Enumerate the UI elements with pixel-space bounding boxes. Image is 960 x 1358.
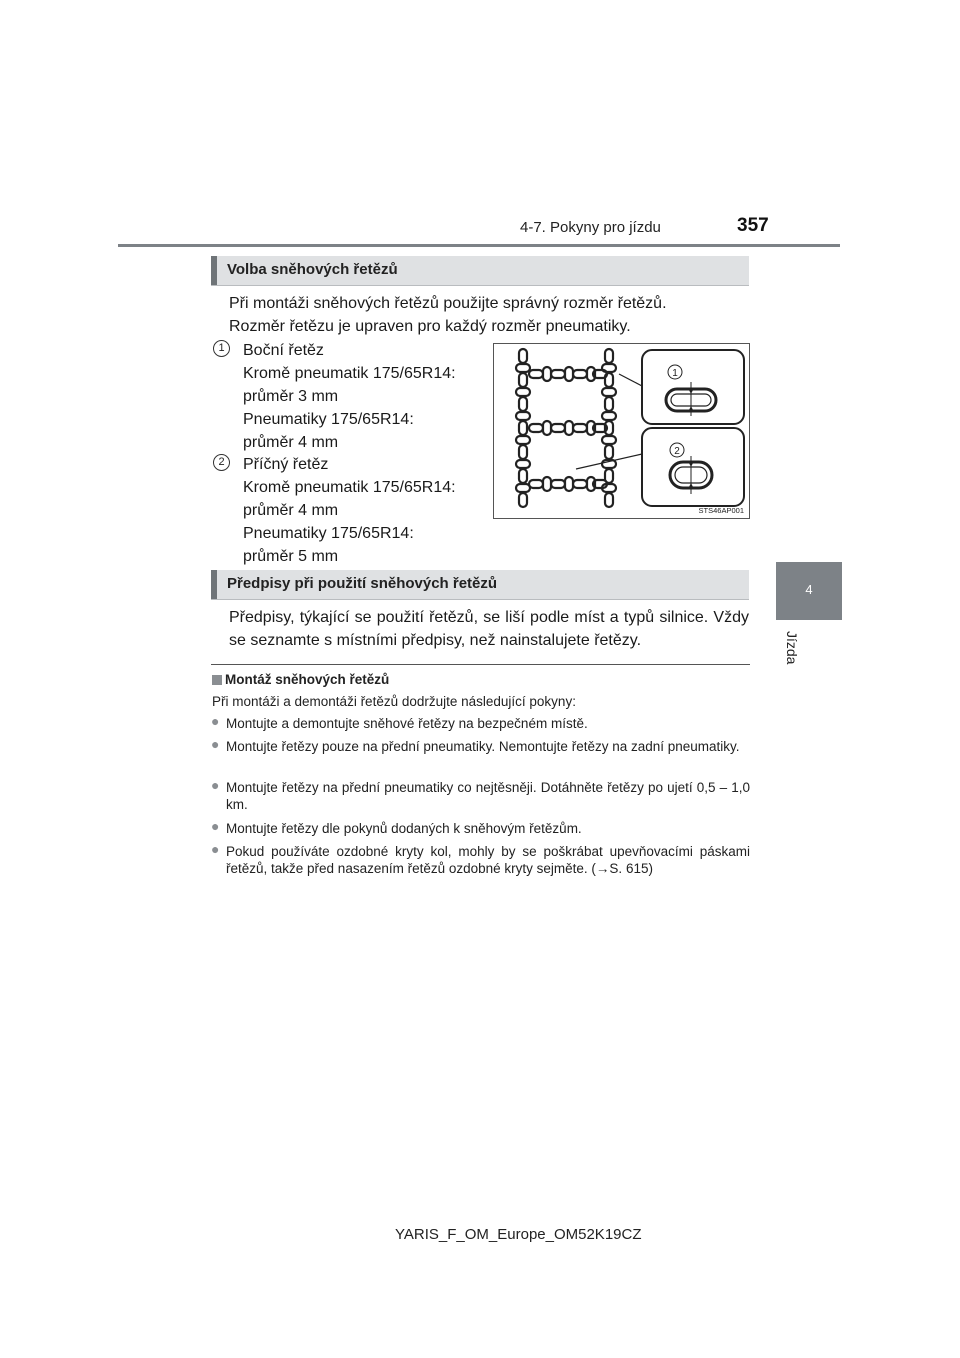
square-bullet-icon	[212, 675, 222, 685]
item-2-line: průměr 5 mm	[243, 548, 339, 565]
bullet-icon: ●	[211, 841, 220, 857]
note-bullet-5: Pokud používáte ozdobné kryty kol, mohly by se poškrábat upevňovacími páskami řetězů, takže před nasazením řetězů ozdobné kryty sejměte. (→S. 615)	[226, 844, 750, 876]
bullet-icon: ●	[211, 818, 220, 834]
chapter-number: 4	[805, 582, 813, 597]
chapter-label-text: Jízda	[784, 631, 800, 665]
notes-divider	[211, 664, 750, 665]
item-number-2: 2	[213, 454, 230, 471]
callout-2-number: 2	[674, 446, 680, 457]
intro-line-1: Při montáži sněhových řetězů použijte správný rozměr řetězů.	[229, 295, 667, 312]
note-bullet-3: Montujte řetězy na přední pneumatiky co nejtěsněji. Dotáhněte řetězy po ujetí 0,5 – 1,0 km.	[226, 780, 750, 812]
bullet-icon: ●	[211, 777, 220, 793]
note-bullet-2: Montujte řetězy pouze na přední pneumatiky. Nemontujte řetězy na zadní pneumatiky.	[226, 739, 740, 754]
section-heading-regulations	[211, 570, 749, 600]
header-divider	[118, 244, 840, 247]
regulations-text: Předpisy, týkající se použití řetězů, se liší podle míst a typů silnice. Vždy se seznamte s místními předpisy, než nainstalujete řetězy.	[229, 609, 749, 649]
side-chain-right	[602, 349, 616, 507]
section-header: 4-7. Pokyny pro jízdu	[520, 219, 661, 236]
page-number: 357	[737, 215, 769, 236]
note-bullet-1: Montujte a demontujte sněhové řetězy na bezpečném místě.	[226, 716, 588, 731]
item-1-line: průměr 4 mm	[243, 434, 339, 451]
item-2-line: Příčný řetěz	[243, 456, 329, 473]
notes-intro: Při montáži a demontáži řetězů dodržujte následující pokyny:	[212, 694, 576, 709]
item-1-text	[243, 339, 456, 454]
callout-detail-1	[619, 350, 744, 424]
item-1-line: Boční řetěz	[243, 342, 324, 359]
notes-heading: Montáž sněhových řetězů	[225, 672, 390, 687]
item-2-line: průměr 4 mm	[243, 502, 339, 519]
item-2-text	[243, 453, 456, 568]
snow-chain-illustration	[493, 343, 750, 519]
bullet-icon: ●	[211, 736, 220, 752]
section-heading-regulations-text: Předpisy při použití sněhových řetězů	[227, 575, 498, 592]
cross-chain-middle	[529, 421, 607, 435]
callout-1-number: 1	[672, 368, 678, 379]
note-bullet-4: Montujte řetězy dle pokynů dodaných k sněhovým řetězům.	[226, 821, 582, 836]
cross-chain-bottom	[529, 477, 607, 491]
chain-diagram	[494, 344, 749, 518]
item-2-line: Kromě pneumatik 175/65R14:	[243, 479, 456, 496]
chapter-tab	[776, 562, 842, 620]
item-1-line: průměr 3 mm	[243, 388, 339, 405]
figure-code: STS46AP001	[698, 506, 744, 515]
item-2-line: Pneumatiky 175/65R14:	[243, 525, 414, 542]
intro-line-2: Rozměr řetězu je upraven pro každý rozměr pneumatiky.	[229, 318, 631, 335]
cross-chain-top	[529, 367, 607, 381]
item-number-1: 1	[213, 340, 230, 357]
item-1-line: Kromě pneumatik 175/65R14:	[243, 365, 456, 382]
section-heading-chains-text: Volba sněhových řetězů	[227, 261, 398, 278]
document-code: YARIS_F_OM_Europe_OM52K19CZ	[395, 1226, 642, 1243]
chapter-label	[777, 631, 817, 691]
section-heading-chains	[211, 256, 749, 286]
bullet-icon: ●	[211, 713, 220, 729]
item-1-line: Pneumatiky 175/65R14:	[243, 411, 414, 428]
